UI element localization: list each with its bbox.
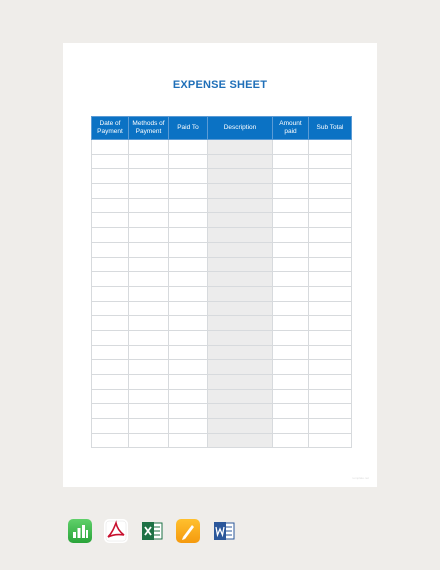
table-row [92,213,352,228]
table-cell [169,360,208,375]
table-cell [129,272,169,287]
table-cell [208,375,273,390]
table-cell [129,257,169,272]
table-cell [129,316,169,331]
table-cell [92,198,129,213]
table-row [92,330,352,345]
table-cell [169,198,208,213]
table-cell [92,257,129,272]
table-cell [129,198,169,213]
table-cell [169,301,208,316]
table-cell [309,433,352,448]
acrobat-icon[interactable] [104,519,128,543]
table-cell [129,242,169,257]
table-cell [208,360,273,375]
table-cell [208,154,273,169]
table-cell [273,242,309,257]
table-cell [273,375,309,390]
table-cell [309,286,352,301]
table-cell [208,198,273,213]
table-cell [92,169,129,184]
table-cell [273,272,309,287]
table-row [92,228,352,243]
table-cell [309,154,352,169]
table-cell [169,257,208,272]
table-cell [92,228,129,243]
table-row [92,301,352,316]
table-row [92,154,352,169]
table-cell [129,184,169,199]
table-cell [92,433,129,448]
expense-sheet-page [63,43,377,487]
table-cell [273,228,309,243]
table-cell [309,184,352,199]
table-row [92,404,352,419]
header-amount-paid: Amount paid [273,117,309,140]
table-cell [309,213,352,228]
table-cell [129,140,169,155]
file-format-icons [68,519,236,543]
table-cell [92,272,129,287]
table-cell [169,330,208,345]
table-cell [309,301,352,316]
table-cell [309,345,352,360]
table-cell [309,375,352,390]
table-row [92,198,352,213]
table-cell [169,140,208,155]
header-methods-of-payment: Methods of Payment [129,117,169,140]
table-cell [273,257,309,272]
table-row [92,375,352,390]
table-cell [92,242,129,257]
table-cell [309,198,352,213]
table-cell [208,345,273,360]
table-cell [129,228,169,243]
table-cell [92,316,129,331]
table-cell [169,345,208,360]
table-cell [208,419,273,434]
table-cell [273,404,309,419]
table-row [92,242,352,257]
table-cell [169,389,208,404]
table-cell [273,316,309,331]
table-cell [273,345,309,360]
table-cell [169,242,208,257]
table-row [92,345,352,360]
table-cell [169,213,208,228]
document-title: EXPENSE SHEET [172,79,268,91]
table-cell [169,316,208,331]
table-cell [92,419,129,434]
table-cell [273,433,309,448]
table-header-row [92,117,352,140]
table-cell [169,154,208,169]
header-date-of-payment: Date of Payment [92,117,129,140]
table-cell [309,404,352,419]
table-cell [309,242,352,257]
table-row [92,140,352,155]
table-cell [208,286,273,301]
table-cell [129,375,169,390]
table-cell [208,242,273,257]
table-cell [169,184,208,199]
table-cell [273,389,309,404]
table-cell [309,140,352,155]
table-row [92,433,352,448]
table-cell [208,389,273,404]
table-cell [208,316,273,331]
table-cell [208,213,273,228]
table-row [92,286,352,301]
table-cell [169,375,208,390]
table-cell [208,404,273,419]
table-cell [92,330,129,345]
table-row [92,316,352,331]
table-cell [273,140,309,155]
table-cell [273,360,309,375]
table-cell [92,213,129,228]
table-cell [92,404,129,419]
table-row [92,272,352,287]
table-cell [129,213,169,228]
numbers-icon[interactable] [68,519,92,543]
table-cell [273,301,309,316]
table-cell [309,316,352,331]
table-cell [92,375,129,390]
table-cell [129,330,169,345]
table-cell [129,360,169,375]
watermark: template.net [352,476,369,480]
table-cell [129,389,169,404]
table-cell [129,345,169,360]
table-cell [92,360,129,375]
table-cell [129,404,169,419]
table-cell [208,330,273,345]
table-cell [129,301,169,316]
excel-icon[interactable] [140,519,164,543]
table-cell [92,345,129,360]
table-cell [169,286,208,301]
table-cell [273,184,309,199]
table-cell [273,213,309,228]
table-cell [309,360,352,375]
table-cell [208,257,273,272]
table-cell [208,433,273,448]
header-paid-to: Paid To [169,117,208,140]
table-cell [129,169,169,184]
table-cell [273,154,309,169]
table-row [92,184,352,199]
table-row [92,360,352,375]
table-cell [309,228,352,243]
table-cell [309,257,352,272]
table-cell [208,228,273,243]
table-cell [92,140,129,155]
expense-table [91,116,352,448]
table-cell [273,419,309,434]
table-cell [309,169,352,184]
table-cell [273,330,309,345]
table-cell [208,301,273,316]
table-row [92,257,352,272]
table-cell [309,419,352,434]
table-cell [208,169,273,184]
table-cell [309,389,352,404]
table-cell [273,198,309,213]
word-icon[interactable] [212,519,236,543]
header-sub-total: Sub Total [309,117,352,140]
table-cell [169,228,208,243]
table-row [92,419,352,434]
table-cell [309,272,352,287]
table-cell [92,184,129,199]
table-row [92,169,352,184]
table-cell [129,419,169,434]
table-cell [92,154,129,169]
table-cell [129,433,169,448]
header-description: Description [208,117,273,140]
table-cell [208,184,273,199]
table-cell [169,169,208,184]
table-cell [169,433,208,448]
table-cell [92,389,129,404]
table-cell [169,419,208,434]
table-row [92,389,352,404]
table-cell [129,286,169,301]
table-cell [92,301,129,316]
pages-icon[interactable] [176,519,200,543]
table-cell [208,272,273,287]
table-cell [309,330,352,345]
table-cell [169,272,208,287]
table-cell [208,140,273,155]
table-cell [129,154,169,169]
table-cell [169,404,208,419]
table-cell [92,286,129,301]
table-cell [273,169,309,184]
table-body [92,140,352,448]
table-cell [273,286,309,301]
